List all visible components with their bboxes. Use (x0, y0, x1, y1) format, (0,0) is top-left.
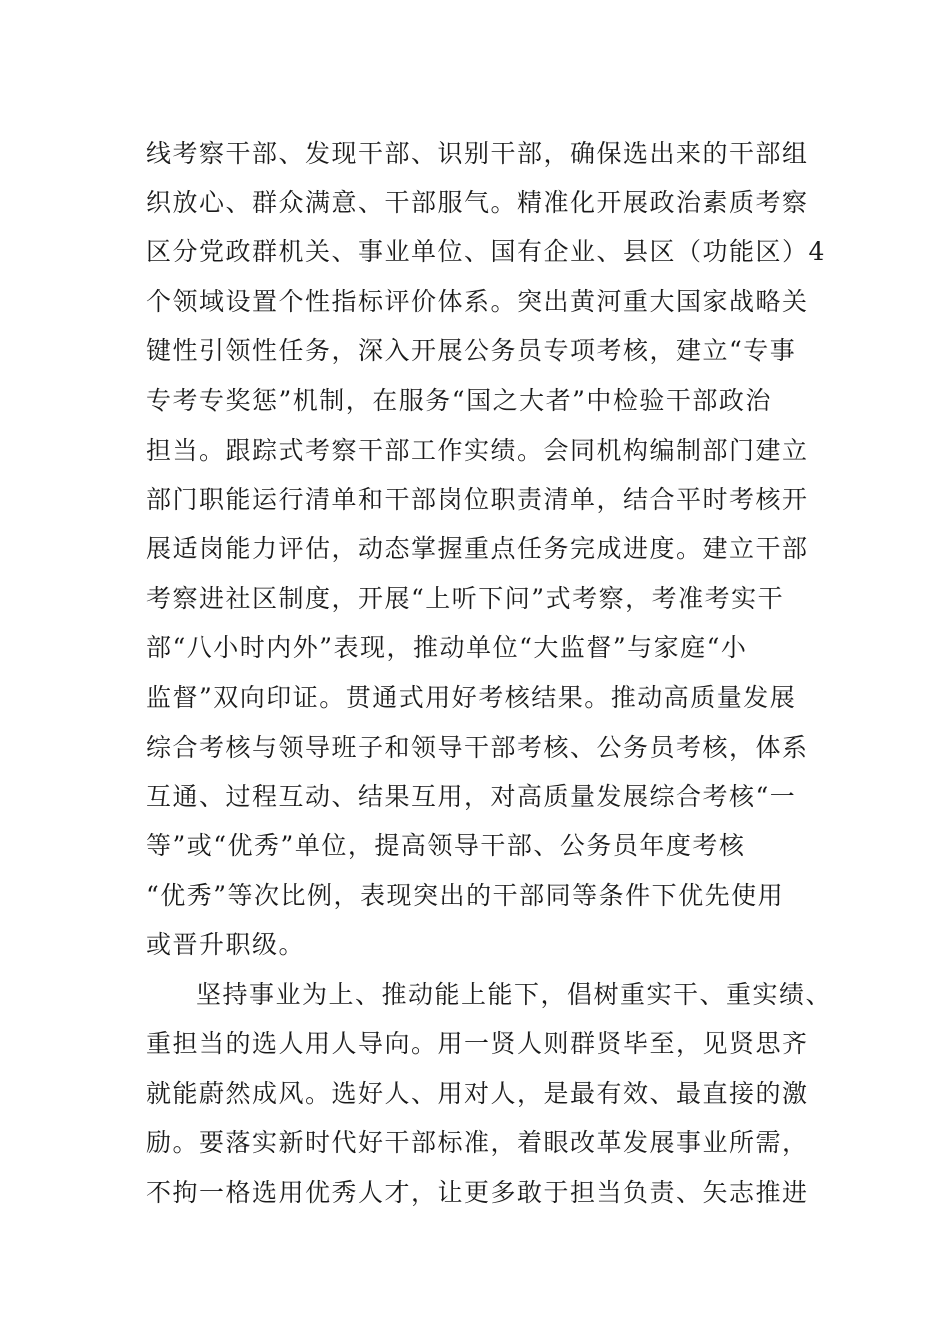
paragraph-1-line-7: 担当。跟踪式考察干部工作实绩。会同机构编制部门建立 (146, 436, 809, 465)
paragraph-1-line-16: “优秀”等次比例，表现突出的干部同等条件下优先使用 (146, 881, 785, 910)
paragraph-1-line-10: 考察进社区制度，开展“上听下问”式考察，考准考实干 (146, 584, 785, 613)
paragraph-1-line-4: 个领域设置个性指标评价体系。突出黄河重大国家战略关 (146, 287, 809, 316)
paragraph-2-line-2: 重担当的选人用人导向。用一贤人则群贤毕至，见贤思齐 (146, 1029, 809, 1058)
paragraph-1-line-8: 部门职能运行清单和干部岗位职责清单，结合平时考核开 (146, 485, 809, 514)
paragraph-1-line-11: 部“八小时内外”表现，推动单位“大监督”与家庭“小 (146, 633, 748, 662)
paragraph-2-line-3: 就能蔚然成风。选好人、用对人，是最有效、最直接的激 (146, 1079, 809, 1108)
paragraph-1-line-13: 综合考核与领导班子和领导干部考核、公务员考核，体系 (146, 733, 809, 762)
paragraph-1-line-5: 键性引领性任务，深入开展公务员专项考核，建立“专事 (146, 336, 797, 365)
paragraph-1-line-6: 专考专奖惩”机制，在服务“国之大者”中检验干部政治 (146, 386, 772, 415)
paragraph-1-line-17: 或晋升职级。 (146, 930, 306, 959)
paragraph-2-line-1: 坚持事业为上、推动能上能下，倡树重实干、重实绩、 (196, 980, 833, 1009)
paragraph-1-line-2: 织放心、群众满意、干部服气。精准化开展政治素质考察 (146, 188, 809, 217)
paragraph-1-line-1: 线考察干部、发现干部、识别干部，确保选出来的干部组 (146, 139, 809, 168)
paragraph-1-line-14: 互通、过程互动、结果互用，对高质量发展综合考核“一 (146, 782, 797, 811)
paragraph-2-line-5: 不拘一格选用优秀人才，让更多敢于担当负责、矢志推进 (146, 1178, 809, 1207)
paragraph-1-line-12: 监督”双向印证。贯通式用好考核结果。推动高质量发展 (146, 683, 797, 712)
paragraph-1-line-15: 等”或“优秀”单位，提高领导干部、公务员年度考核 (146, 831, 746, 860)
paragraph-2-line-4: 励。要落实新时代好干部标准，着眼改革发展事业所需， (146, 1128, 809, 1157)
paragraph-1-line-9: 展适岗能力评估，动态掌握重点任务完成进度。建立干部 (146, 534, 809, 563)
paragraph-1-line-3: 区分党政群机关、事业单位、国有企业、县区（功能区）4 (146, 237, 826, 266)
